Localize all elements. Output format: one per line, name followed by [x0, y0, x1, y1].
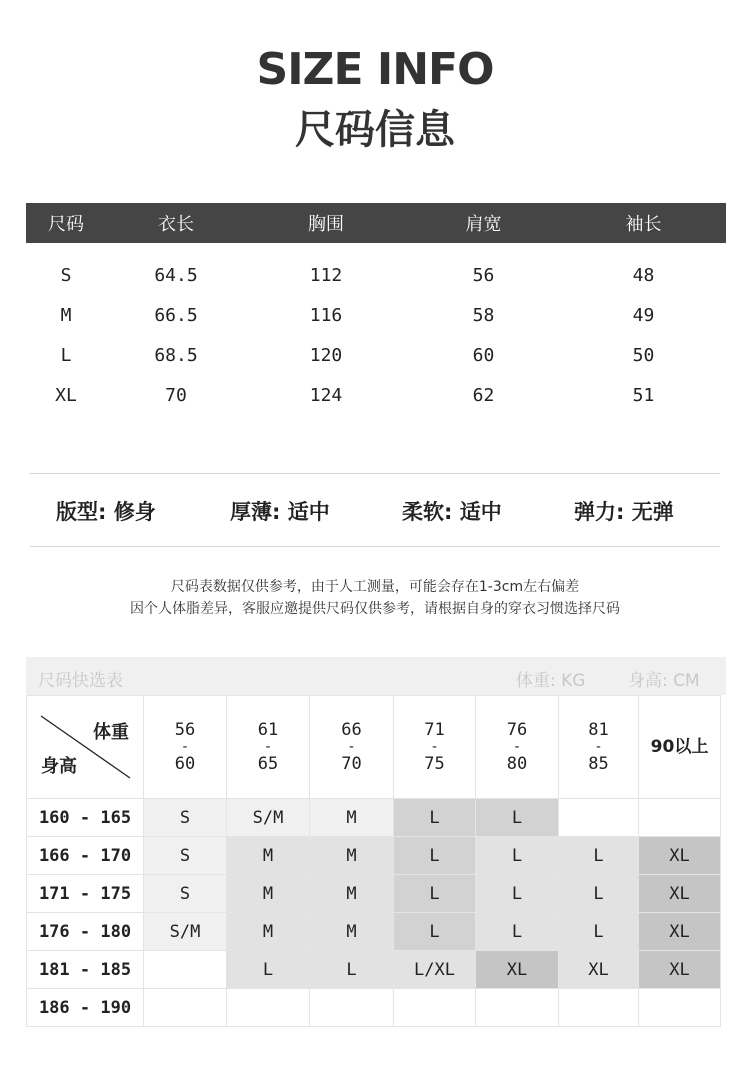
title-zh: 尺码信息: [295, 107, 455, 153]
recommended-size-cell: L/XL: [394, 951, 476, 989]
height-range-label: 171 - 175: [27, 875, 144, 913]
recommended-size-cell: L: [559, 913, 639, 951]
size-table-cell: 60: [472, 344, 495, 366]
height-range-label: 166 - 170: [27, 837, 144, 875]
weight-column-header: [559, 696, 639, 799]
weight-range-top: 71: [424, 720, 445, 740]
weight-range-sep: -: [180, 739, 190, 755]
recommended-size-cell: [559, 989, 639, 1027]
recommended-size-cell: M: [310, 875, 394, 913]
recommended-size-cell: L: [476, 837, 559, 875]
recommended-size-cell: M: [227, 913, 310, 951]
weight-column-header: [227, 696, 310, 799]
weight-range-sep: -: [512, 739, 522, 755]
recommended-size-cell: [559, 799, 639, 837]
spec-thickness: 厚薄: 适中: [230, 500, 330, 524]
recommended-size-cell: L: [227, 951, 310, 989]
recommended-size-cell: [394, 989, 476, 1027]
quick-table-row: [27, 913, 721, 951]
weight-range-top: 66: [341, 720, 362, 740]
size-table-cell: 50: [632, 344, 655, 366]
size-table-cell: 68.5: [154, 344, 198, 366]
recommended-size-cell: S: [144, 799, 227, 837]
corner-weight-label: 体重: [93, 722, 129, 743]
height-range-label: 160 - 165: [27, 799, 144, 837]
size-table-cell: 124: [309, 384, 343, 406]
recommended-size-cell: L: [394, 875, 476, 913]
size-table-cell: 56: [472, 264, 495, 286]
weight-range-label: 90以上: [650, 737, 709, 757]
size-table-cell: 112: [309, 264, 343, 286]
recommended-size-cell: XL: [639, 837, 721, 875]
weight-range-sep: -: [430, 739, 439, 755]
size-table-cell: S: [60, 264, 72, 286]
size-table-cell: 58: [472, 304, 495, 326]
size-table-cell: 116: [309, 304, 343, 326]
quick-select-table: [26, 695, 721, 1027]
weight-range-bottom: 65: [257, 754, 279, 774]
quick-select-header: [26, 657, 726, 695]
quick-table-row: [27, 989, 721, 1027]
recommended-size-cell: M: [310, 799, 394, 837]
recommended-size-cell: XL: [639, 913, 721, 951]
size-table-cell: XL: [55, 384, 77, 406]
size-table-header: [26, 203, 726, 243]
quick-header-row: [27, 696, 721, 799]
quick-table-row: [27, 951, 721, 989]
recommended-size-cell: L: [394, 913, 476, 951]
note-line-1: 尺码表数据仅供参考，由于人工测量，可能会存在1-3cm左右偏差: [170, 579, 580, 595]
size-table-row: [26, 295, 726, 335]
height-range-label: 181 - 185: [27, 951, 144, 989]
header-chest: 胸围: [308, 214, 344, 235]
spec-row: [30, 496, 720, 526]
height-range-label: 186 - 190: [27, 989, 144, 1027]
weight-range-bottom: 85: [588, 754, 609, 774]
weight-column-header: [394, 696, 476, 799]
size-table-cell: 62: [472, 384, 495, 406]
quick-table-row: [27, 799, 721, 837]
recommended-size-cell: [310, 989, 394, 1027]
size-table-cell: 70: [165, 384, 187, 406]
quick-select-title: 尺码快选表: [38, 671, 123, 691]
size-table-row: [26, 335, 726, 375]
size-table-cell: 51: [632, 384, 655, 406]
recommended-size-cell: XL: [559, 951, 639, 989]
spec-fit: 版型: 修身: [56, 500, 156, 524]
weight-column-header: [144, 696, 227, 799]
weight-range-sep: -: [594, 739, 603, 755]
recommended-size-cell: L: [559, 875, 639, 913]
size-table-cell: M: [60, 304, 72, 326]
header-length: 衣长: [158, 214, 194, 235]
size-table-cell: 64.5: [154, 264, 198, 286]
note-line-2: 因个人体脂差异，客服应邀提供尺码仅供参考，请根据自身的穿衣习惯选择尺码: [130, 601, 620, 617]
recommended-size-cell: XL: [639, 875, 721, 913]
recommended-size-cell: S/M: [227, 799, 310, 837]
size-table: [26, 203, 726, 415]
recommended-size-cell: L: [476, 799, 559, 837]
size-table-row: [26, 255, 726, 295]
recommended-size-cell: [639, 799, 721, 837]
recommended-size-cell: L: [310, 951, 394, 989]
weight-range-sep: -: [347, 739, 356, 755]
spec-elasticity: 弹力: 无弹: [574, 500, 674, 524]
header-size: 尺码: [48, 214, 84, 235]
recommended-size-cell: [144, 989, 227, 1027]
recommended-size-cell: L: [476, 875, 559, 913]
recommended-size-cell: L: [559, 837, 639, 875]
weight-range-bottom: 70: [341, 754, 362, 774]
recommended-size-cell: [639, 989, 721, 1027]
height-range-label: 176 - 180: [27, 913, 144, 951]
size-table-cell: 48: [632, 264, 655, 286]
weight-range-top: 56: [174, 720, 196, 740]
weight-column-header: [310, 696, 394, 799]
recommended-size-cell: M: [227, 837, 310, 875]
recommended-size-cell: XL: [476, 951, 559, 989]
recommended-size-cell: S/M: [144, 913, 227, 951]
header-sleeve: 袖长: [625, 214, 662, 235]
corner-height-label: 身高: [41, 756, 77, 777]
divider-bottom: [30, 546, 720, 547]
weight-range-top: 81: [588, 720, 609, 740]
weight-column-header: [639, 696, 721, 799]
recommended-size-cell: M: [310, 837, 394, 875]
size-table-cell: L: [60, 344, 72, 366]
recommended-size-cell: S: [144, 875, 227, 913]
recommended-size-cell: M: [227, 875, 310, 913]
recommended-size-cell: M: [310, 913, 394, 951]
weight-range-top: 76: [506, 720, 528, 740]
spec-softness: 柔软: 适中: [402, 500, 502, 524]
diagonal-line: [27, 696, 144, 799]
size-table-cell: 66.5: [154, 304, 198, 326]
weight-range-bottom: 75: [424, 754, 445, 774]
recommended-size-cell: L: [476, 913, 559, 951]
size-table-cell: 120: [309, 344, 343, 366]
quick-table-row: [27, 875, 721, 913]
recommended-size-cell: XL: [639, 951, 721, 989]
height-unit-label: 身高: CM: [628, 671, 700, 691]
corner-cell: [27, 696, 144, 799]
title-en: SIZE INFO: [256, 44, 494, 95]
weight-column-header: [476, 696, 559, 799]
weight-range-bottom: 80: [506, 754, 528, 774]
header-shoulder: 肩宽: [465, 214, 502, 235]
recommended-size-cell: L: [394, 799, 476, 837]
recommended-size-cell: L: [394, 837, 476, 875]
recommended-size-cell: [227, 989, 310, 1027]
size-table-row: [26, 375, 726, 415]
recommended-size-cell: [476, 989, 559, 1027]
recommended-size-cell: S: [144, 837, 227, 875]
weight-range-sep: -: [263, 739, 273, 755]
size-table-cell: 49: [632, 304, 655, 326]
recommended-size-cell: [144, 951, 227, 989]
divider-top: [30, 473, 720, 474]
weight-range-top: 61: [257, 720, 279, 740]
weight-unit-label: 体重: KG: [516, 671, 586, 691]
weight-range-bottom: 60: [174, 754, 196, 774]
quick-table-row: [27, 837, 721, 875]
